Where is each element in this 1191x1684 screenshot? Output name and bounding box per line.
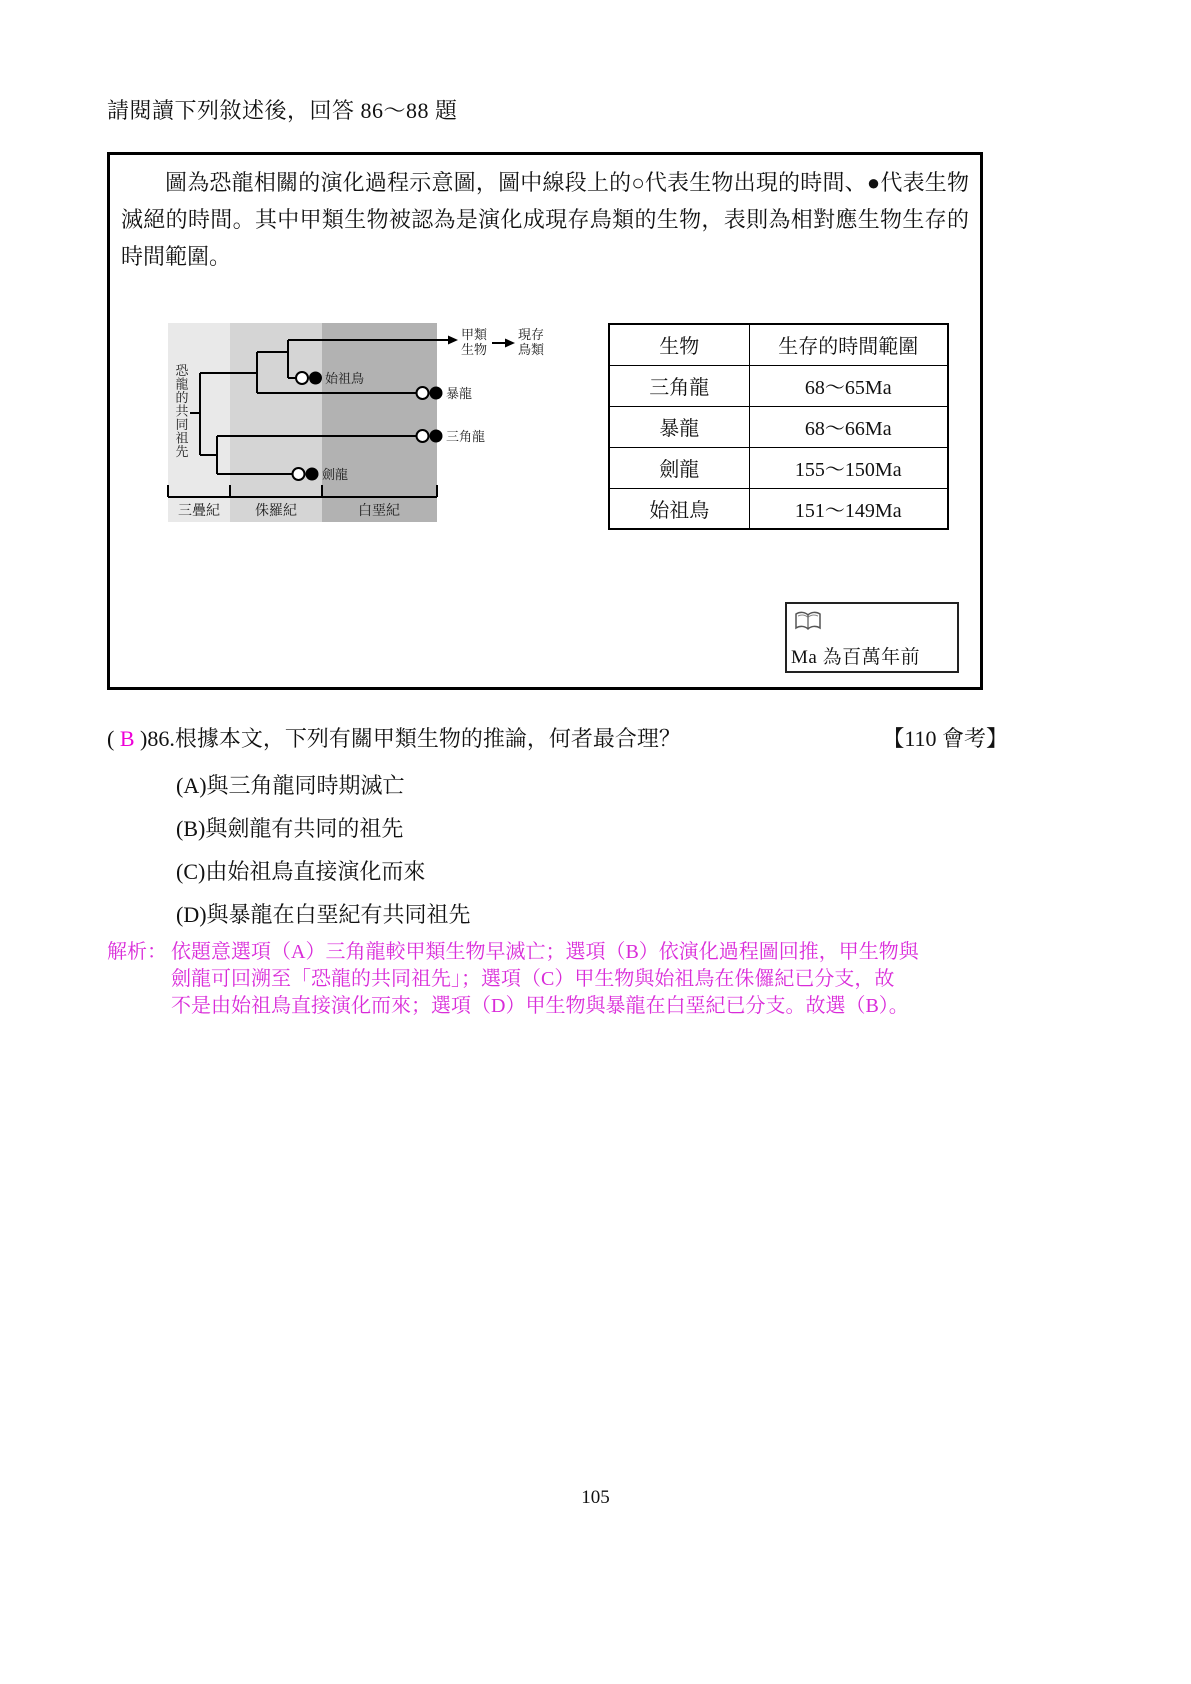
- period-label-triassic: 三疊紀: [178, 502, 220, 518]
- analysis-line: 不是由始祖鳥直接演化而來；選項（D）甲生物與暴龍在白堊紀已分支。故選（B）。: [171, 995, 909, 1017]
- extinction-circle-icon: [306, 468, 319, 481]
- modern-birds-label-line2: 鳥類: [518, 342, 545, 357]
- svg-text:龍: 龍: [175, 376, 189, 392]
- option-c: [176, 855, 425, 886]
- analysis-lines: [171, 939, 919, 1020]
- svg-text:恐: 恐: [175, 363, 189, 378]
- svg-text:先: 先: [175, 444, 189, 459]
- taxon-label-archaeopteryx: 始祖鳥: [325, 371, 365, 386]
- option-c-text: 由始祖鳥直接演化而來: [205, 859, 426, 884]
- header-time-range: 生存的時間範圍: [749, 324, 948, 365]
- appearance-circle-icon: [296, 372, 308, 384]
- class-a-label-line2: 生物: [461, 342, 488, 357]
- taxon-label-tyrannosaurus: 暴龍: [446, 386, 473, 401]
- option-d-label: (D): [176, 902, 207, 927]
- table-row: [609, 447, 948, 488]
- option-c-label: (C): [176, 859, 206, 884]
- organism-table: [608, 323, 949, 530]
- appearance-circle-icon: [293, 468, 305, 480]
- arrow-right-icon: [505, 339, 515, 348]
- table-row: [609, 488, 948, 529]
- question-line: [107, 722, 681, 753]
- extinction-circle-icon: [430, 387, 443, 400]
- svg-text:的: 的: [175, 390, 189, 405]
- extinction-circle-icon: [430, 430, 443, 443]
- exam-source-tag: 【110 會考】: [882, 726, 1008, 751]
- option-a: [176, 769, 405, 800]
- cell-range: 155～150Ma: [749, 447, 948, 488]
- appearance-circle-icon: [417, 430, 429, 442]
- analysis-line: 劍龍可回溯至「恐龍的共同祖先」；選項（C）甲生物與始祖鳥在侏儸紀已分支，故: [171, 968, 895, 990]
- taxon-label-stegosaurus: 劍龍: [322, 467, 349, 482]
- option-d-text: 與暴龍在白堊紀有共同祖先: [206, 902, 471, 927]
- svg-text:同: 同: [175, 417, 189, 432]
- root-ancestor-label: [175, 363, 189, 459]
- analysis-block: [107, 939, 1022, 1020]
- note-text: Ma 為百萬年前: [791, 647, 921, 668]
- extinction-circle-icon: [309, 372, 322, 385]
- appearance-circle-icon: [417, 387, 429, 399]
- option-d: [176, 898, 471, 929]
- option-b: [176, 812, 403, 843]
- table-row: [609, 365, 948, 406]
- intro-line: 請閱讀下列敘述後，回答 86～88 題: [107, 98, 458, 123]
- cell-organism: 暴龍: [609, 406, 749, 447]
- cell-range: 68～65Ma: [749, 365, 948, 406]
- table-header-row: [609, 324, 948, 365]
- option-a-text: 與三角龍同時期滅亡: [206, 773, 405, 798]
- option-b-text: 與劍龍有共同的祖先: [205, 816, 404, 841]
- option-b-label: (B): [176, 816, 206, 841]
- class-a-label-line1: 甲類: [461, 327, 488, 342]
- answer-letter: B: [119, 726, 135, 751]
- analysis-label: 解析：: [107, 941, 167, 963]
- evolution-diagram: [155, 295, 565, 535]
- header-organism: 生物: [609, 324, 749, 365]
- svg-text:共: 共: [175, 403, 189, 419]
- cell-range: 151～149Ma: [749, 488, 948, 529]
- page-number: 105: [581, 1487, 610, 1508]
- passage-text: 圖為恐龍相關的演化過程示意圖，圖中線段上的○代表生物出現的時間、●代表生物滅絕的時間。其中甲類生物被認為是演化成現存鳥類的生物，表則為相對應生物生存的時間範圍。: [121, 170, 969, 269]
- arrow-right-icon: [448, 336, 458, 345]
- analysis-line: 依題意選項（A）三角龍較甲類生物早滅亡；選項（B）依演化過程圖回推，甲生物與: [171, 941, 919, 963]
- period-label-cretaceous: 白堊紀: [358, 502, 400, 518]
- period-label-jurassic: 侏羅紀: [255, 502, 297, 518]
- option-a-label: (A): [176, 773, 207, 798]
- svg-text:祖: 祖: [175, 430, 189, 446]
- cell-organism: 始祖鳥: [609, 488, 749, 529]
- cretaceous-band: [322, 323, 437, 522]
- cell-range: 68～66Ma: [749, 406, 948, 447]
- cell-organism: 三角龍: [609, 365, 749, 406]
- table-row: [609, 406, 948, 447]
- answer-paren-open: (: [107, 726, 120, 751]
- note-box: [785, 602, 959, 673]
- question-number: 86.: [147, 726, 175, 751]
- question-text: 根據本文，下列有關甲類生物的推論，何者最合理？: [174, 726, 681, 751]
- answer-paren-close: ): [134, 726, 148, 751]
- open-book-icon: [793, 610, 823, 639]
- modern-birds-label-line1: 現存: [518, 327, 545, 342]
- taxon-label-triceratops: 三角龍: [446, 429, 486, 444]
- cell-organism: 劍龍: [609, 447, 749, 488]
